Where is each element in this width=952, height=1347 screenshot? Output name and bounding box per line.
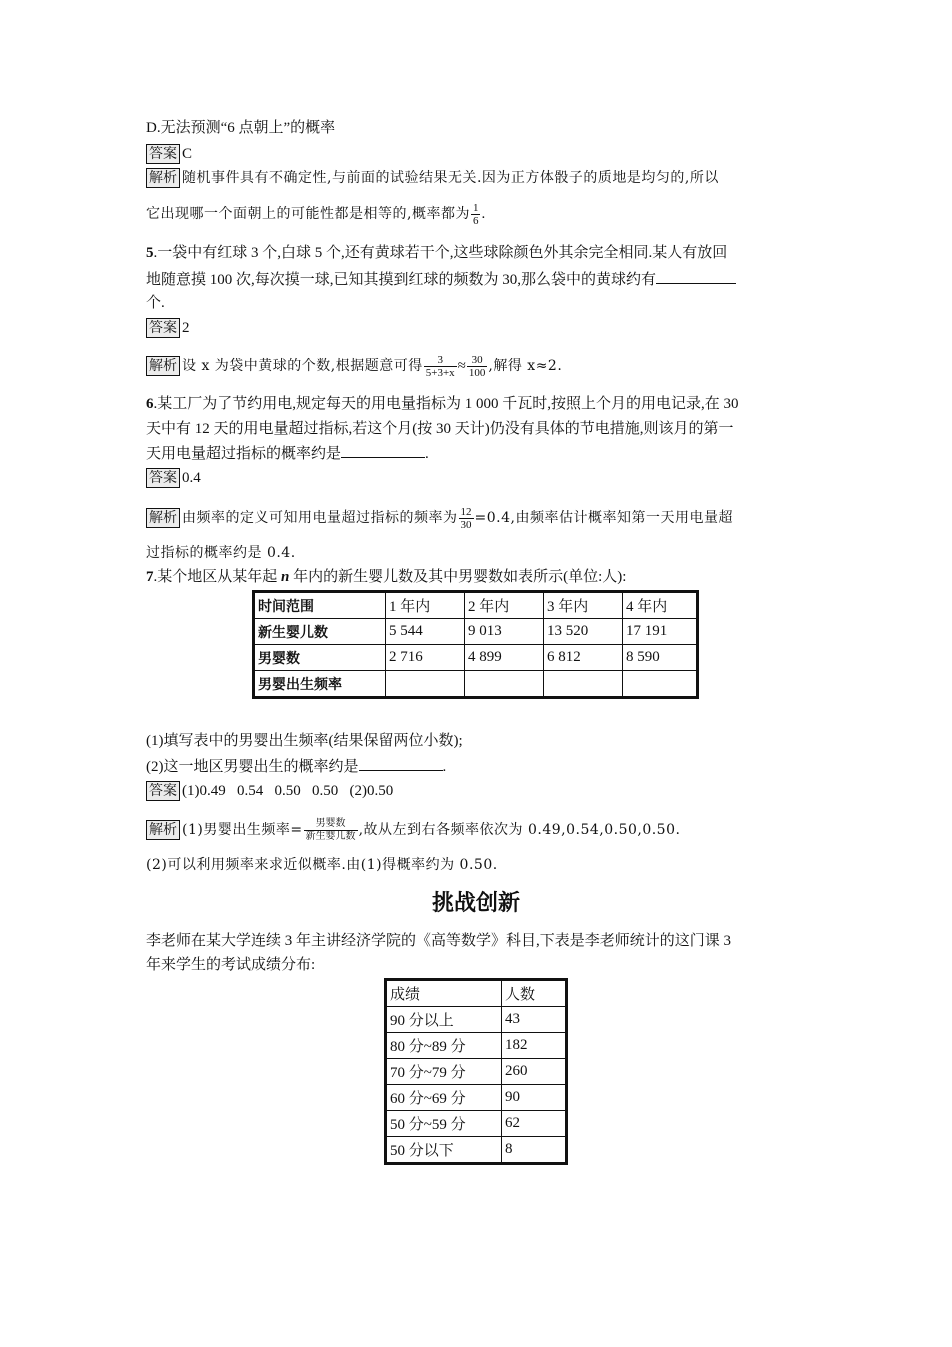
table-row — [386, 1007, 567, 1033]
q7-answer-line — [146, 781, 393, 801]
table-cell: 男婴出生频率 — [254, 671, 386, 698]
table-cell: 男婴数 — [254, 645, 386, 671]
table-header-cell: 时间范围 — [254, 592, 386, 619]
table-row — [386, 1111, 567, 1137]
table-row — [254, 645, 698, 671]
table-cell: 9 013 — [465, 619, 544, 645]
table-header-row — [386, 980, 567, 1007]
answer-tag: 答案 — [146, 781, 180, 801]
table-cell: 50 分~59 分 — [386, 1111, 502, 1137]
table-cell: 80 分~89 分 — [386, 1033, 502, 1059]
q5-analysis-text-b: ,解得 x≈2. — [488, 357, 563, 374]
q4-analysis-line1 — [146, 168, 719, 188]
analysis-tag: 解析 — [146, 820, 180, 840]
q7-part2: (2)这一地区男婴出生的概率约是 . — [146, 756, 446, 777]
table-cell: 90 分以上 — [386, 1007, 502, 1033]
q5-line1 — [146, 243, 727, 263]
table-header-cell: 2 年内 — [465, 592, 544, 619]
table-cell: 260 — [502, 1059, 567, 1085]
q6-analysis-text-b: =0.4,由频率估计概率知第一天用电量超 — [474, 509, 733, 526]
q5-line3: 个. — [146, 295, 165, 311]
challenge-line2: 年来学生的考试成绩分布: — [146, 957, 316, 973]
table-cell: 2 716 — [386, 645, 465, 671]
table-row — [386, 1033, 567, 1059]
q5-text-1: .一袋中有红球 3 个,白球 5 个,还有黄球若干个,这些球除颜色外其余完全相同.某人有放回 — [153, 245, 728, 261]
challenge-line1: 李老师在某大学连续 3 年主讲经济学院的《高等数学》科目,下表是李老师统计的这门课 3 — [146, 933, 732, 949]
table-cell — [544, 671, 623, 698]
q5-answer-line — [146, 318, 190, 338]
birth-table — [252, 590, 699, 699]
q6-text-3: 天用电量超过指标的概率约是 — [146, 446, 342, 462]
table-row — [254, 619, 698, 645]
q5-answer: 2 — [182, 320, 190, 336]
q5-number: 5 — [146, 245, 154, 261]
table-header-cell: 4 年内 — [623, 592, 698, 619]
q6-line3: 天用电量超过指标的概率约是 . — [146, 443, 429, 464]
q4-answer: C — [182, 146, 193, 162]
q7-analysis-text-a: (1)男婴出生频率= — [182, 821, 303, 838]
q5-line2 — [146, 269, 736, 290]
table-header-cell: 1 年内 — [386, 592, 465, 619]
q7-answer: (1)0.49 0.54 0.50 0.50 (2)0.50 — [182, 783, 394, 799]
table-header-cell: 成绩 — [386, 980, 502, 1007]
table-cell: 6 812 — [544, 645, 623, 671]
q6-answer-line — [146, 468, 201, 488]
analysis-tag: 解析 — [146, 168, 180, 188]
q6-answer: 0.4 — [182, 470, 201, 486]
table-row — [386, 1085, 567, 1111]
table-cell: 新生婴儿数 — [254, 619, 386, 645]
q6-analysis-text-c: 过指标的概率约是 0.4. — [146, 545, 296, 561]
option-d: D.无法预测“6 点朝上”的概率 — [146, 120, 336, 136]
answer-tag: 答案 — [146, 318, 180, 338]
fraction-30-over-100: $\frac{30}{100}$ — [468, 354, 486, 379]
q7-part1: (1)填写表中的男婴出生频率(结果保留两位小数); — [146, 733, 463, 749]
q6-analysis-text-a: 由频率的定义可知用电量超过指标的频率为 — [182, 509, 458, 526]
table-row — [386, 1059, 567, 1085]
analysis-tag: 解析 — [146, 356, 180, 376]
q5-text-2: 地随意摸 100 次,每次摸一球,已知其摸到红球的频数为 30,那么袋中的黄球约有 — [146, 272, 657, 288]
q4-answer-line — [146, 144, 192, 164]
table-cell: 182 — [502, 1033, 567, 1059]
q7-analysis-text-c: (2)可以利用频率来求近似概率.由(1)得概率约为 0.50. — [146, 857, 498, 873]
analysis-tag: 解析 — [146, 508, 180, 528]
q5-analysis-text-a: 设 x 为袋中黄球的个数,根据题意可得 — [182, 357, 423, 374]
table-cell: 43 — [502, 1007, 567, 1033]
table-cell: 90 — [502, 1085, 567, 1111]
answer-tag: 答案 — [146, 144, 180, 164]
q7-analysis-line2 — [146, 855, 498, 875]
fraction-boys-over-newborns: $\frac{\text{男婴数}}{\text{新生婴儿数}}$ — [305, 818, 356, 842]
table-cell: 50 分以下 — [386, 1137, 502, 1164]
q6-number: 6 — [146, 396, 154, 412]
answer-tag: 答案 — [146, 468, 180, 488]
table-cell: 62 — [502, 1111, 567, 1137]
table-cell: 8 590 — [623, 645, 698, 671]
fraction-one-sixth: $\frac{1}{6}$ — [472, 202, 479, 227]
table-cell: 5 544 — [386, 619, 465, 645]
q7-analysis-line1 — [146, 818, 680, 843]
q7-blank — [359, 756, 443, 771]
q5-blank — [656, 269, 736, 284]
approx-sign: ≈ — [457, 357, 466, 374]
q6-line1 — [146, 394, 739, 414]
table-cell: 70 分~79 分 — [386, 1059, 502, 1085]
q6-text-1: .某工厂为了节约用电,规定每天的用电量指标为 1 000 千瓦时,按照上个月的用电记录,在 30 — [153, 396, 739, 412]
q6-analysis-line1 — [146, 506, 733, 531]
table-row — [254, 671, 698, 698]
table-row — [386, 1137, 567, 1164]
table-cell: 60 分~69 分 — [386, 1085, 502, 1111]
table-cell — [386, 671, 465, 698]
q4-analysis-line2: 它出现哪一个面朝上的可能性都是相等的,概率都为 $\frac{1}{6}$ . — [146, 202, 486, 227]
table-cell — [465, 671, 544, 698]
table-cell: 13 520 — [544, 619, 623, 645]
table-cell: 17 191 — [623, 619, 698, 645]
q5-analysis-line — [146, 354, 562, 379]
table-cell: 8 — [502, 1137, 567, 1164]
q6-analysis-line2 — [146, 543, 296, 563]
q4-analysis-text-2: 它出现哪一个面朝上的可能性都是相等的,概率都为 — [146, 205, 470, 222]
score-table — [384, 978, 568, 1165]
fraction-3-over-sum: $\frac{3}{5+3+x}$ — [425, 354, 455, 379]
q6-line2: 天中有 12 天的用电量超过指标,若这个月(按 30 天计)仍没有具体的节电措施,则该月的第一 — [146, 421, 734, 437]
fraction-12-over-30: $\frac{12}{30}$ — [460, 506, 472, 531]
table-header-cell: 人数 — [502, 980, 567, 1007]
table-cell — [623, 671, 698, 698]
q7-number: 7 — [146, 569, 154, 585]
q7-line1: 7.某个地区从某年起 n 年内的新生婴儿数及其中男婴数如表所示(单位:人): — [146, 569, 627, 585]
table-cell: 4 899 — [465, 645, 544, 671]
q7-analysis-text-b: ,故从左到右各频率依次为 0.49,0.54,0.50,0.50. — [358, 821, 681, 838]
table-header-row — [254, 592, 698, 619]
q4-analysis-text-1: 随机事件具有不确定性,与前面的试验结果无关.因为正方体骰子的质地是均匀的,所以 — [182, 170, 719, 186]
table-header-cell: 3 年内 — [544, 592, 623, 619]
section-title: 挑战创新 — [431, 891, 520, 916]
q6-blank — [341, 443, 425, 458]
